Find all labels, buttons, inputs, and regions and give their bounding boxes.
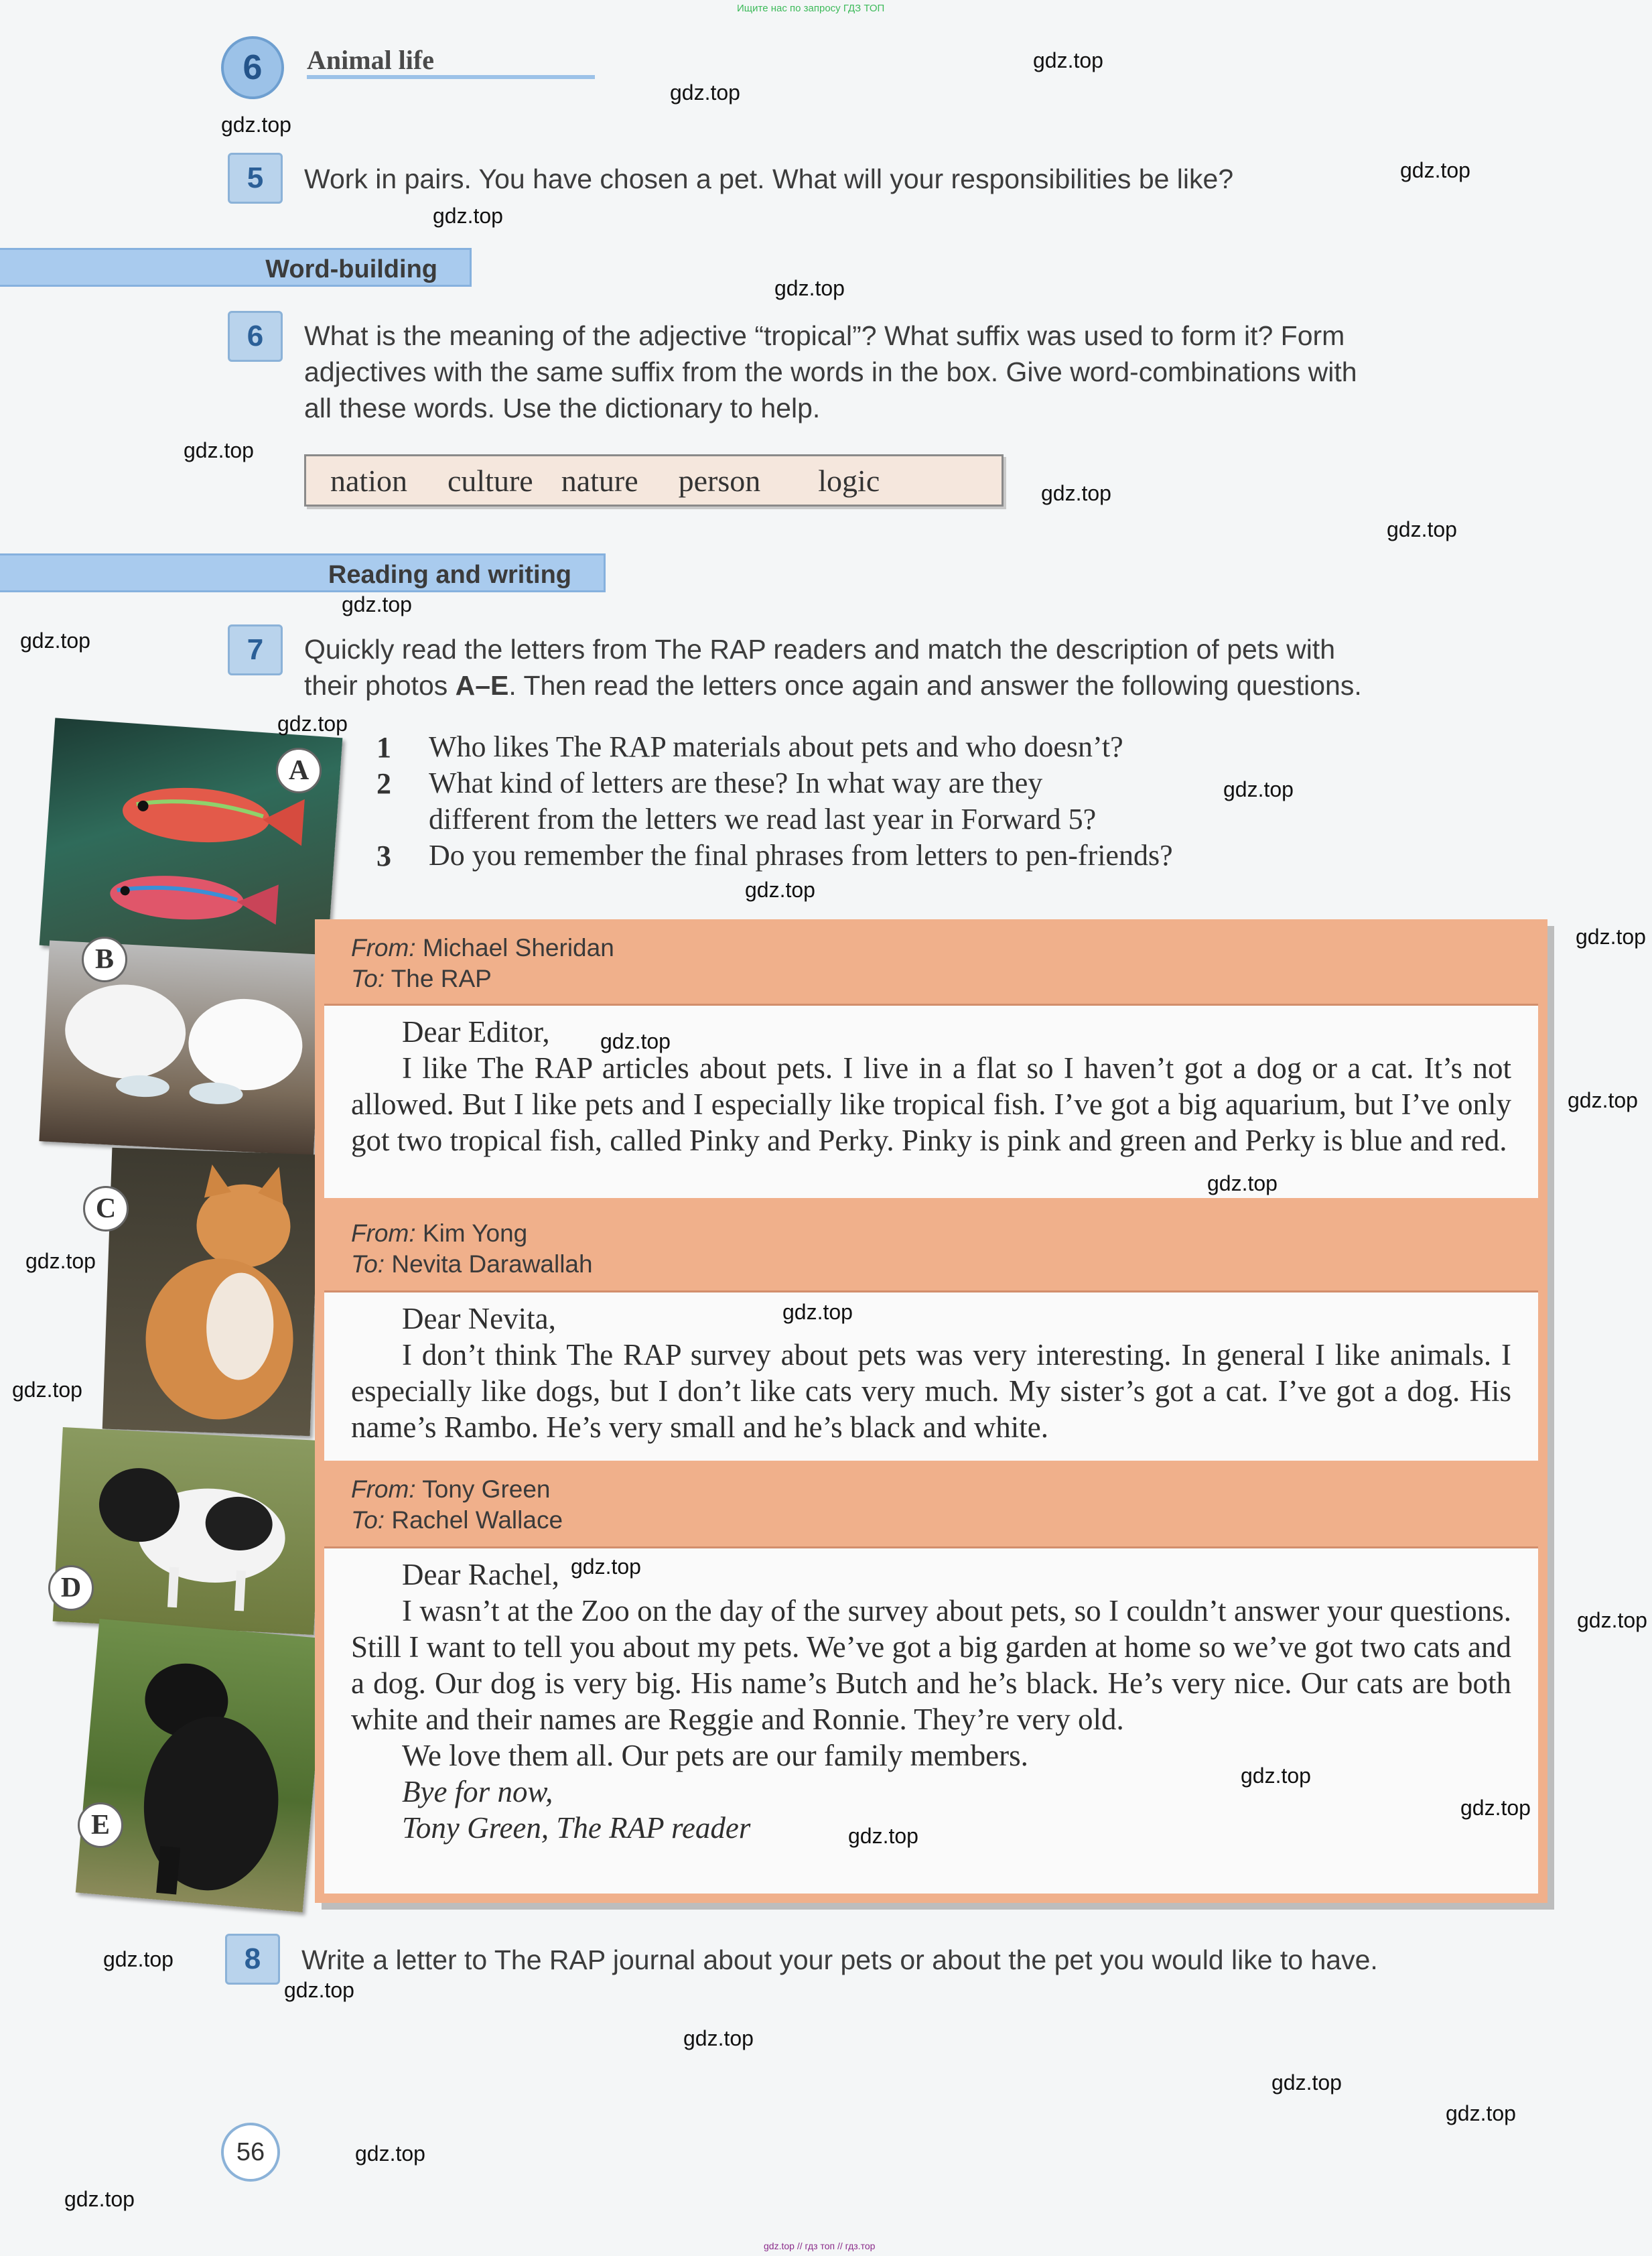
watermark: gdz.top <box>1577 1608 1647 1632</box>
word-box-item: logic <box>818 463 880 498</box>
cats-illustration <box>39 940 324 1155</box>
letter-2-from: Kim Yong <box>422 1219 528 1247</box>
photo-label-e: E <box>78 1802 123 1848</box>
photo-b-white-cats <box>39 940 324 1155</box>
unit-title: Animal life <box>307 45 434 75</box>
letter-1-greeting: Dear Editor, <box>402 1015 550 1049</box>
watermark: gdz.top <box>848 1824 918 1848</box>
exercise-6-line-1: What is the meaning of the adjective “tropical”? What suffix was used to form it? Form <box>304 320 1345 351</box>
letter-2-to-label: To: <box>351 1250 385 1278</box>
top-notice: Ищите нас по запросу ГДЗ ТОП <box>737 3 885 14</box>
photo-label-a: A <box>276 748 322 793</box>
photo-label-b: B <box>82 937 127 982</box>
word-box <box>304 454 1004 507</box>
watermark: gdz.top <box>745 878 815 902</box>
watermark: gdz.top <box>1271 2070 1342 2095</box>
letter-3-from: Tony Green <box>422 1475 551 1503</box>
exercise-7-line-2 <box>304 667 1510 704</box>
letter-3-text: I wasn’t at the Zoo on the day of the survey about pets, so I couldn’t answer your questions. Still I want to tell you about my pets. We’ve got a big garden at home so we’ve got two cats and a dog. Our dog is very big. His name’s Butch and he’s black. He’s very nice. Our cats are both white and their names are Reggie and Ronnie. They’re very old. <box>351 1594 1511 1736</box>
watermark: gdz.top <box>20 628 90 653</box>
exercise-6-number: 6 <box>228 311 283 362</box>
ginger-cat-illustration <box>102 1148 320 1437</box>
watermark: gdz.top <box>1446 2101 1516 2125</box>
letters-panel <box>315 919 1547 1903</box>
letter-2-body <box>324 1290 1538 1461</box>
exercise-7-photo-range: A–E <box>455 670 509 701</box>
watermark: gdz.top <box>103 1947 174 1971</box>
letter-3-from-label: From: <box>351 1475 416 1503</box>
photo-c-ginger-cat <box>102 1148 320 1437</box>
watermark: gdz.top <box>355 2141 425 2166</box>
letter-3-signature: Tony Green, The RAP reader <box>402 1811 751 1845</box>
letter-3-to: Rachel Wallace <box>391 1506 563 1534</box>
watermark: gdz.top <box>600 1029 671 1053</box>
letter-3-greeting: Dear Rachel, <box>402 1558 559 1591</box>
watermark: gdz.top <box>571 1554 641 1579</box>
letter-1-header <box>324 933 1538 994</box>
photo-d-small-dog <box>53 1427 324 1635</box>
letter-3-body <box>324 1546 1538 1894</box>
exercise-5-text: Work in pairs. You have chosen a pet. What will your responsibilities be like? <box>304 163 1234 194</box>
question-1-text: Who likes The RAP materials about pets and who doesn’t? <box>429 730 1123 763</box>
question-2-line-1: What kind of letters are these? In what way are they <box>429 767 1043 799</box>
question-1-number: 1 <box>376 731 391 764</box>
watermark: gdz.top <box>1460 1796 1531 1820</box>
letter-2-header <box>324 1218 1538 1280</box>
watermark: gdz.top <box>782 1300 853 1324</box>
watermark: gdz.top <box>1207 1171 1278 1195</box>
black-dog-illustration <box>76 1619 326 1912</box>
watermark: gdz.top <box>1400 158 1470 182</box>
photo-label-d: D <box>48 1565 94 1611</box>
small-dog-illustration <box>53 1427 324 1635</box>
watermark: gdz.top <box>1387 517 1457 541</box>
watermark: gdz.top <box>184 438 254 462</box>
letter-1-to: The RAP <box>391 965 492 992</box>
page-number: 56 <box>221 2123 280 2182</box>
watermark: gdz.top <box>683 2026 754 2050</box>
word-box-item: nation <box>330 463 407 498</box>
letter-3-header <box>324 1474 1538 1536</box>
section-reading-writing: Reading and writing <box>0 553 606 592</box>
exercise-6-text <box>304 318 1510 426</box>
exercise-7-line-2-start: their photos <box>304 670 456 701</box>
watermark: gdz.top <box>64 2187 135 2211</box>
watermark: gdz.top <box>284 1978 354 2002</box>
letter-1-body <box>324 1004 1538 1198</box>
letter-2-to: Nevita Darawallah <box>391 1250 593 1278</box>
exercise-8-text: Write a letter to The RAP journal about your pets or about the pet you would like to have. <box>301 1944 1378 1975</box>
photo-e-black-dog <box>76 1619 326 1912</box>
watermark: gdz.top <box>1033 48 1103 72</box>
watermark: gdz.top <box>774 276 845 300</box>
watermark: gdz.top <box>25 1249 96 1273</box>
watermark: gdz.top <box>433 204 503 228</box>
bottom-notice: gdz.top // гдз топ // гдз.тор <box>764 2241 876 2251</box>
letter-1-from: Michael Sheridan <box>422 934 614 961</box>
letter-2-from-label: From: <box>351 1219 416 1247</box>
watermark: gdz.top <box>1241 1764 1311 1788</box>
watermark: gdz.top <box>1223 777 1294 801</box>
question-2-number: 2 <box>376 767 391 800</box>
exercise-7-number: 7 <box>228 624 283 675</box>
question-3-number: 3 <box>376 840 391 872</box>
letter-3-signoff: Bye for now, <box>402 1775 553 1808</box>
exercise-7-line-2-end: . Then read the letters once again and answer the following questions. <box>508 670 1362 701</box>
exercise-8-number: 8 <box>225 1934 280 1985</box>
unit-underline <box>307 75 595 79</box>
word-box-item: person <box>678 463 761 498</box>
exercise-5-number: 5 <box>228 153 283 204</box>
question-2-text <box>429 765 1096 838</box>
letter-1-text: I like The RAP articles about pets. I live in a flat so I haven’t got a dog or a cat. It’s not allowed. But I like pets and I especially like tropical fish. I’ve got a big aquarium, but I’ve only got two tropical fish, called Pinky and Perky. Pinky is pink and green and Perky is blue and red. <box>351 1051 1511 1157</box>
unit-number: 6 <box>243 48 263 87</box>
section-word-building: Word-building <box>0 248 472 287</box>
letter-3-closing: We love them all. Our pets are our family members. <box>402 1739 1028 1772</box>
letter-1-to-label: To: <box>351 965 385 992</box>
question-3-text: Do you remember the final phrases from letters to pen-friends? <box>429 839 1173 872</box>
question-2-line-2: different from the letters we read last year in Forward 5? <box>429 803 1097 836</box>
watermark: gdz.top <box>1576 925 1646 949</box>
letter-2-text: I don’t think The RAP survey about pets was very interesting. In general I like animals. I especially like dogs, but I don’t like cats very much. My sister’s got a cat. I’ve got a dog. His name’s Rambo. He’s very small and he’s black and white. <box>351 1338 1511 1444</box>
letter-3-to-label: To: <box>351 1506 385 1534</box>
exercise-6-line-3: all these words. Use the dictionary to help. <box>304 393 821 423</box>
exercise-6-line-2: adjectives with the same suffix from the words in the box. Give word-combinations with <box>304 356 1357 387</box>
exercise-7-line-1: Quickly read the letters from The RAP readers and match the description of pets with <box>304 634 1336 665</box>
watermark: gdz.top <box>670 80 740 105</box>
unit-header <box>221 29 596 96</box>
photo-label-c: C <box>83 1186 129 1232</box>
exercise-7-text <box>304 631 1510 704</box>
watermark: gdz.top <box>1041 481 1111 505</box>
word-box-item: nature <box>561 463 638 498</box>
watermark: gdz.top <box>12 1378 82 1402</box>
watermark: gdz.top <box>1568 1088 1638 1112</box>
letter-2-greeting: Dear Nevita, <box>402 1302 556 1335</box>
watermark: gdz.top <box>221 113 291 137</box>
unit-number-badge <box>221 36 284 99</box>
word-box-item: culture <box>447 463 533 498</box>
watermark: gdz.top <box>342 592 412 616</box>
letter-1-from-label: From: <box>351 934 416 961</box>
watermark: gdz.top <box>277 712 348 736</box>
